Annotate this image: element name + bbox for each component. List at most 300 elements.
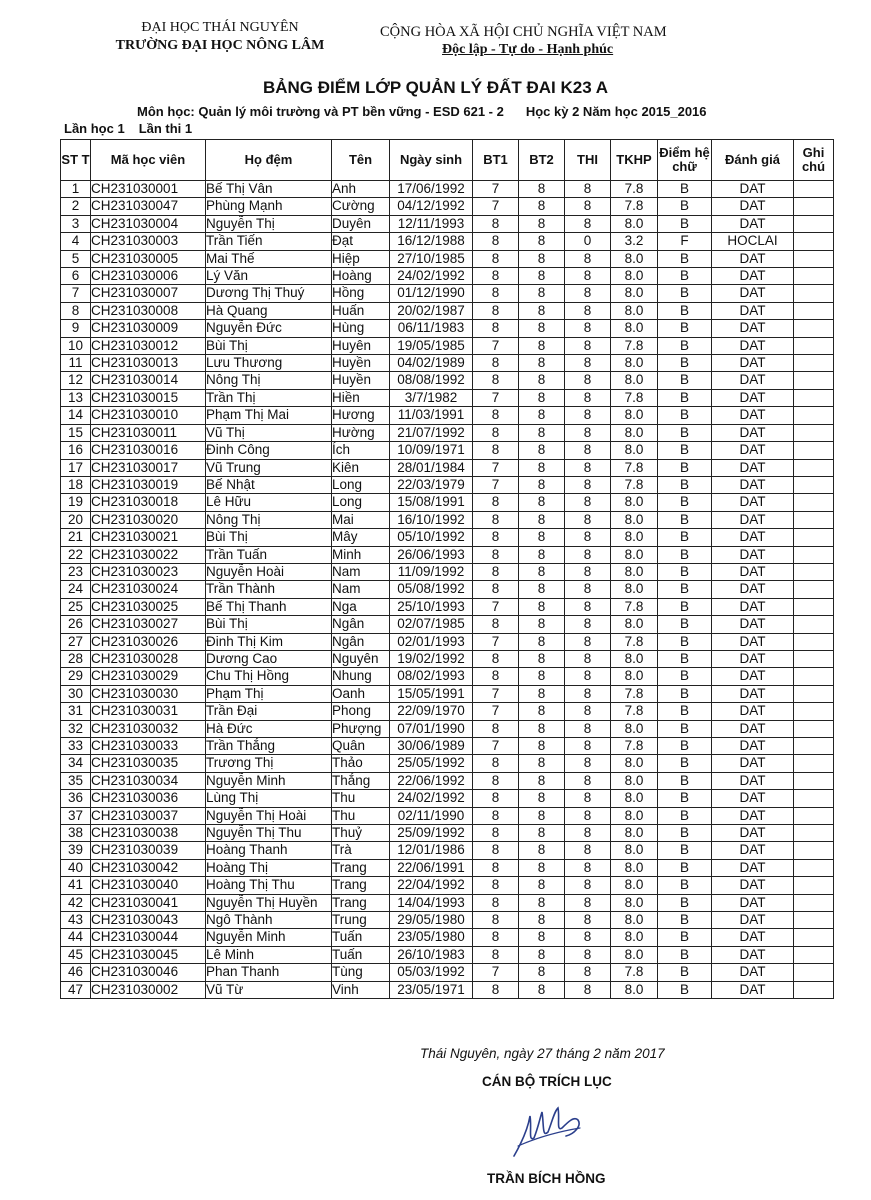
- table-cell: B: [658, 929, 712, 946]
- table-cell: 33: [61, 738, 91, 755]
- table-cell: CH231030032: [91, 720, 206, 737]
- table-cell: B: [658, 407, 712, 424]
- table-cell: 8: [565, 372, 611, 389]
- table-cell: 25: [61, 598, 91, 615]
- table-row: [61, 250, 834, 267]
- table-cell: B: [658, 355, 712, 372]
- table-cell: Hùng: [332, 320, 390, 337]
- table-cell: Trang: [332, 877, 390, 894]
- table-cell: 26/06/1993: [390, 546, 473, 563]
- table-cell: DAT: [712, 372, 794, 389]
- table-row: [61, 807, 834, 824]
- table-cell: 8: [519, 546, 565, 563]
- table-cell: 8: [565, 859, 611, 876]
- table-cell: [794, 546, 834, 563]
- table-cell: 23/05/1980: [390, 929, 473, 946]
- table-cell: 8.0: [611, 511, 658, 528]
- table-cell: 8: [519, 355, 565, 372]
- table-cell: 08/08/1992: [390, 372, 473, 389]
- table-cell: Thuỷ: [332, 825, 390, 842]
- table-row: [61, 215, 834, 232]
- table-cell: 7: [473, 703, 519, 720]
- table-cell: 8: [565, 790, 611, 807]
- table-cell: 8: [473, 302, 519, 319]
- table-cell: 35: [61, 772, 91, 789]
- table-cell: Phượng: [332, 720, 390, 737]
- table-cell: Trung: [332, 912, 390, 929]
- table-cell: 17/06/1992: [390, 181, 473, 198]
- table-cell: 8: [565, 459, 611, 476]
- table-cell: 8.0: [611, 946, 658, 963]
- table-cell: 8: [519, 511, 565, 528]
- table-cell: Mai: [332, 511, 390, 528]
- table-cell: CH231030046: [91, 964, 206, 981]
- table-row: [61, 233, 834, 250]
- table-cell: 7.8: [611, 598, 658, 615]
- table-cell: DAT: [712, 268, 794, 285]
- table-cell: 34: [61, 755, 91, 772]
- table-cell: B: [658, 268, 712, 285]
- table-cell: 8: [565, 616, 611, 633]
- column-header: Điểm hệ chữ: [658, 140, 712, 181]
- table-cell: 8: [565, 807, 611, 824]
- table-cell: CH231030029: [91, 668, 206, 685]
- table-cell: DAT: [712, 668, 794, 685]
- table-cell: CH231030006: [91, 268, 206, 285]
- table-cell: 8.0: [611, 842, 658, 859]
- table-row: [61, 720, 834, 737]
- republic-name: CỘNG HÒA XÃ HỘI CHỦ NGHĨA VIỆT NAM: [380, 24, 667, 40]
- table-cell: 42: [61, 894, 91, 911]
- table-cell: Tuấn: [332, 929, 390, 946]
- table-cell: DAT: [712, 772, 794, 789]
- table-cell: 25/09/1992: [390, 825, 473, 842]
- table-cell: 8: [565, 755, 611, 772]
- table-cell: 8.0: [611, 407, 658, 424]
- table-row: [61, 738, 834, 755]
- table-cell: Trương Thị: [206, 755, 332, 772]
- table-cell: B: [658, 738, 712, 755]
- table-cell: Hồng: [332, 285, 390, 302]
- table-cell: 20/02/1987: [390, 302, 473, 319]
- signer-role: CÁN BỘ TRÍCH LỤC: [482, 1074, 612, 1089]
- table-cell: B: [658, 598, 712, 615]
- table-cell: 43: [61, 912, 91, 929]
- table-cell: Ích: [332, 442, 390, 459]
- table-cell: 39: [61, 842, 91, 859]
- table-row: [61, 894, 834, 911]
- table-cell: Vũ Trung: [206, 459, 332, 476]
- table-cell: 8: [473, 616, 519, 633]
- table-cell: 8.0: [611, 912, 658, 929]
- table-cell: Nam: [332, 581, 390, 598]
- table-cell: Chu Thị Hồng: [206, 668, 332, 685]
- table-cell: Nguyễn Thị Hoài: [206, 807, 332, 824]
- table-cell: 8: [565, 633, 611, 650]
- table-cell: CH231030015: [91, 389, 206, 406]
- table-row: [61, 337, 834, 354]
- table-cell: 8: [473, 355, 519, 372]
- table-cell: CH231030011: [91, 424, 206, 441]
- table-cell: 8: [473, 929, 519, 946]
- table-row: [61, 825, 834, 842]
- table-cell: 0: [565, 233, 611, 250]
- table-row: [61, 877, 834, 894]
- table-cell: 8.0: [611, 807, 658, 824]
- table-cell: [794, 511, 834, 528]
- exam-attempt: Lần thi 1: [138, 121, 193, 136]
- national-motto: Độc lập - Tự do - Hạnh phúc: [442, 42, 614, 57]
- table-cell: DAT: [712, 320, 794, 337]
- subject-line: [137, 104, 707, 119]
- table-cell: Lê Minh: [206, 946, 332, 963]
- table-cell: 7.8: [611, 459, 658, 476]
- table-cell: 25/05/1992: [390, 755, 473, 772]
- column-header: Ngày sinh: [390, 140, 473, 181]
- table-cell: 8: [565, 981, 611, 998]
- table-cell: Trần Thành: [206, 581, 332, 598]
- table-cell: Long: [332, 476, 390, 493]
- table-cell: 8.0: [611, 529, 658, 546]
- table-cell: DAT: [712, 946, 794, 963]
- table-header-row: [61, 140, 834, 181]
- table-cell: Hà Đức: [206, 720, 332, 737]
- table-cell: Minh: [332, 546, 390, 563]
- table-cell: CH231030016: [91, 442, 206, 459]
- table-cell: DAT: [712, 563, 794, 580]
- table-cell: 8: [473, 668, 519, 685]
- table-cell: B: [658, 912, 712, 929]
- table-cell: 8.0: [611, 494, 658, 511]
- table-cell: DAT: [712, 355, 794, 372]
- table-cell: Lê Hữu: [206, 494, 332, 511]
- table-row: [61, 546, 834, 563]
- table-row: [61, 442, 834, 459]
- table-cell: 8: [473, 912, 519, 929]
- column-header: Tên: [332, 140, 390, 181]
- table-cell: 46: [61, 964, 91, 981]
- table-cell: 8: [565, 442, 611, 459]
- table-cell: 8.0: [611, 981, 658, 998]
- table-row: [61, 981, 834, 998]
- table-cell: 44: [61, 929, 91, 946]
- table-cell: 8.0: [611, 546, 658, 563]
- table-cell: 37: [61, 807, 91, 824]
- table-cell: 19/02/1992: [390, 650, 473, 667]
- table-cell: CH231030033: [91, 738, 206, 755]
- table-cell: CH231030036: [91, 790, 206, 807]
- table-cell: 05/03/1992: [390, 964, 473, 981]
- table-cell: 8: [565, 389, 611, 406]
- table-cell: DAT: [712, 285, 794, 302]
- table-cell: DAT: [712, 633, 794, 650]
- table-cell: 8: [519, 215, 565, 232]
- table-row: [61, 581, 834, 598]
- table-cell: CH231030008: [91, 302, 206, 319]
- table-cell: Trang: [332, 894, 390, 911]
- table-cell: 3.2: [611, 233, 658, 250]
- table-cell: 19: [61, 494, 91, 511]
- table-cell: 17: [61, 459, 91, 476]
- table-cell: 7.8: [611, 181, 658, 198]
- table-cell: 26: [61, 616, 91, 633]
- table-cell: [794, 755, 834, 772]
- table-cell: 8: [473, 755, 519, 772]
- table-cell: [794, 790, 834, 807]
- table-cell: 26/10/1983: [390, 946, 473, 963]
- table-cell: 8.0: [611, 929, 658, 946]
- table-cell: 1: [61, 181, 91, 198]
- table-cell: 8: [519, 807, 565, 824]
- table-cell: 30: [61, 685, 91, 702]
- table-cell: 15: [61, 424, 91, 441]
- table-cell: B: [658, 668, 712, 685]
- table-cell: 7.8: [611, 476, 658, 493]
- table-cell: [794, 685, 834, 702]
- table-cell: 20: [61, 511, 91, 528]
- table-cell: 7.8: [611, 198, 658, 215]
- table-cell: 8: [565, 494, 611, 511]
- table-row: [61, 372, 834, 389]
- table-cell: 05/08/1992: [390, 581, 473, 598]
- table-cell: 19/05/1985: [390, 337, 473, 354]
- table-cell: 7.8: [611, 389, 658, 406]
- table-cell: CH231030001: [91, 181, 206, 198]
- table-cell: DAT: [712, 389, 794, 406]
- table-cell: B: [658, 616, 712, 633]
- table-row: [61, 198, 834, 215]
- table-cell: 28: [61, 650, 91, 667]
- table-cell: DAT: [712, 859, 794, 876]
- table-cell: 7.8: [611, 685, 658, 702]
- table-cell: DAT: [712, 894, 794, 911]
- table-cell: 38: [61, 825, 91, 842]
- table-cell: Trang: [332, 859, 390, 876]
- table-cell: 8.0: [611, 650, 658, 667]
- table-row: [61, 946, 834, 963]
- table-cell: B: [658, 320, 712, 337]
- table-body: [61, 181, 834, 999]
- table-cell: Nguyễn Minh: [206, 772, 332, 789]
- university-name: ĐẠI HỌC THÁI NGUYÊN: [141, 20, 299, 35]
- table-cell: 07/01/1990: [390, 720, 473, 737]
- table-cell: 24/02/1992: [390, 268, 473, 285]
- table-cell: B: [658, 946, 712, 963]
- table-cell: 8: [519, 250, 565, 267]
- table-cell: Phùng Mạnh: [206, 198, 332, 215]
- table-cell: CH231030025: [91, 598, 206, 615]
- table-cell: CH231030031: [91, 703, 206, 720]
- table-cell: Thu: [332, 790, 390, 807]
- table-cell: 8: [473, 546, 519, 563]
- column-header: TKHP: [611, 140, 658, 181]
- table-cell: Hiền: [332, 389, 390, 406]
- table-cell: DAT: [712, 929, 794, 946]
- table-row: [61, 355, 834, 372]
- table-cell: 8: [473, 807, 519, 824]
- table-cell: Lý Văn: [206, 268, 332, 285]
- table-cell: DAT: [712, 337, 794, 354]
- table-cell: [794, 494, 834, 511]
- table-cell: 8: [519, 946, 565, 963]
- table-cell: 14: [61, 407, 91, 424]
- column-header: Mã học viên: [91, 140, 206, 181]
- table-cell: 8: [565, 476, 611, 493]
- table-cell: [794, 355, 834, 372]
- table-cell: CH231030030: [91, 685, 206, 702]
- table-cell: Huyên: [332, 337, 390, 354]
- table-cell: 12/11/1993: [390, 215, 473, 232]
- table-cell: 02/11/1990: [390, 807, 473, 824]
- table-cell: 8: [519, 842, 565, 859]
- table-cell: 45: [61, 946, 91, 963]
- table-cell: 8: [473, 494, 519, 511]
- table-cell: CH231030017: [91, 459, 206, 476]
- table-cell: 8: [519, 825, 565, 842]
- table-cell: [794, 372, 834, 389]
- table-cell: 22/04/1992: [390, 877, 473, 894]
- table-cell: 27/10/1985: [390, 250, 473, 267]
- table-cell: [794, 233, 834, 250]
- table-cell: 8: [565, 912, 611, 929]
- table-cell: 8.0: [611, 825, 658, 842]
- table-cell: [794, 389, 834, 406]
- table-cell: 8: [519, 372, 565, 389]
- table-cell: DAT: [712, 790, 794, 807]
- table-cell: 41: [61, 877, 91, 894]
- table-cell: Bùi Thị: [206, 616, 332, 633]
- table-cell: 8: [519, 912, 565, 929]
- table-cell: DAT: [712, 407, 794, 424]
- table-cell: 18: [61, 476, 91, 493]
- table-cell: 7: [473, 198, 519, 215]
- table-cell: 8: [519, 181, 565, 198]
- table-cell: 5: [61, 250, 91, 267]
- table-cell: F: [658, 233, 712, 250]
- table-row: [61, 842, 834, 859]
- table-row: [61, 389, 834, 406]
- table-cell: 16/12/1988: [390, 233, 473, 250]
- table-cell: Nhung: [332, 668, 390, 685]
- table-cell: 40: [61, 859, 91, 876]
- table-cell: Trần Đại: [206, 703, 332, 720]
- table-cell: 21: [61, 529, 91, 546]
- table-cell: Mây: [332, 529, 390, 546]
- table-row: [61, 859, 834, 876]
- table-cell: 8: [519, 790, 565, 807]
- table-cell: [794, 703, 834, 720]
- table-cell: 14/04/1993: [390, 894, 473, 911]
- table-cell: Dương Thị Thuý: [206, 285, 332, 302]
- table-cell: 8: [473, 720, 519, 737]
- table-cell: Nguyên: [332, 650, 390, 667]
- table-cell: CH231030034: [91, 772, 206, 789]
- table-cell: 8: [519, 476, 565, 493]
- column-header: ST T: [61, 140, 91, 181]
- table-cell: 8: [473, 650, 519, 667]
- table-cell: 8.0: [611, 668, 658, 685]
- table-cell: [794, 476, 834, 493]
- table-cell: DAT: [712, 685, 794, 702]
- table-cell: DAT: [712, 511, 794, 528]
- table-cell: 8: [473, 285, 519, 302]
- table-cell: CH231030037: [91, 807, 206, 824]
- table-cell: 8: [565, 825, 611, 842]
- table-cell: 8: [519, 581, 565, 598]
- table-cell: Lùng Thị: [206, 790, 332, 807]
- table-cell: 8: [565, 685, 611, 702]
- table-cell: CH231030020: [91, 511, 206, 528]
- table-cell: B: [658, 546, 712, 563]
- table-cell: B: [658, 581, 712, 598]
- table-cell: 8: [473, 981, 519, 998]
- column-header: Ghi chú: [794, 140, 834, 181]
- table-cell: Trần Thắng: [206, 738, 332, 755]
- study-attempt: Lần học 1: [64, 121, 125, 136]
- table-row: [61, 563, 834, 580]
- table-cell: [794, 842, 834, 859]
- table-cell: DAT: [712, 738, 794, 755]
- table-cell: B: [658, 720, 712, 737]
- table-cell: CH231030035: [91, 755, 206, 772]
- table-cell: DAT: [712, 598, 794, 615]
- table-cell: DAT: [712, 215, 794, 232]
- table-cell: 7: [473, 964, 519, 981]
- table-row: [61, 790, 834, 807]
- table-cell: DAT: [712, 302, 794, 319]
- table-cell: 8: [519, 302, 565, 319]
- table-cell: Huấn: [332, 302, 390, 319]
- table-cell: 8: [519, 268, 565, 285]
- table-cell: 8.0: [611, 320, 658, 337]
- table-cell: CH231030012: [91, 337, 206, 354]
- table-cell: 8: [519, 320, 565, 337]
- table-cell: Nguyễn Thị: [206, 215, 332, 232]
- table-cell: CH231030002: [91, 981, 206, 998]
- table-cell: 8.0: [611, 215, 658, 232]
- table-cell: 04/02/1989: [390, 355, 473, 372]
- table-row: [61, 964, 834, 981]
- table-cell: [794, 912, 834, 929]
- table-cell: Bế Nhật: [206, 476, 332, 493]
- table-cell: 30/06/1989: [390, 738, 473, 755]
- table-cell: 8: [519, 233, 565, 250]
- table-cell: 8: [519, 494, 565, 511]
- table-cell: Ngân: [332, 633, 390, 650]
- table-cell: B: [658, 424, 712, 441]
- table-cell: CH231030028: [91, 650, 206, 667]
- table-cell: 8.0: [611, 790, 658, 807]
- table-cell: 4: [61, 233, 91, 250]
- table-cell: 2: [61, 198, 91, 215]
- table-cell: CH231030009: [91, 320, 206, 337]
- table-cell: 25/10/1993: [390, 598, 473, 615]
- table-cell: [794, 981, 834, 998]
- table-cell: DAT: [712, 825, 794, 842]
- table-cell: Nông Thị: [206, 511, 332, 528]
- table-cell: 8: [473, 772, 519, 789]
- table-cell: 8: [473, 529, 519, 546]
- table-cell: B: [658, 302, 712, 319]
- table-cell: 8.0: [611, 563, 658, 580]
- table-cell: 8: [519, 598, 565, 615]
- table-cell: 22/09/1970: [390, 703, 473, 720]
- table-cell: 8: [519, 424, 565, 441]
- table-cell: 8: [565, 894, 611, 911]
- table-cell: CH231030042: [91, 859, 206, 876]
- table-cell: Nguyễn Thị Huyền: [206, 894, 332, 911]
- table-cell: DAT: [712, 616, 794, 633]
